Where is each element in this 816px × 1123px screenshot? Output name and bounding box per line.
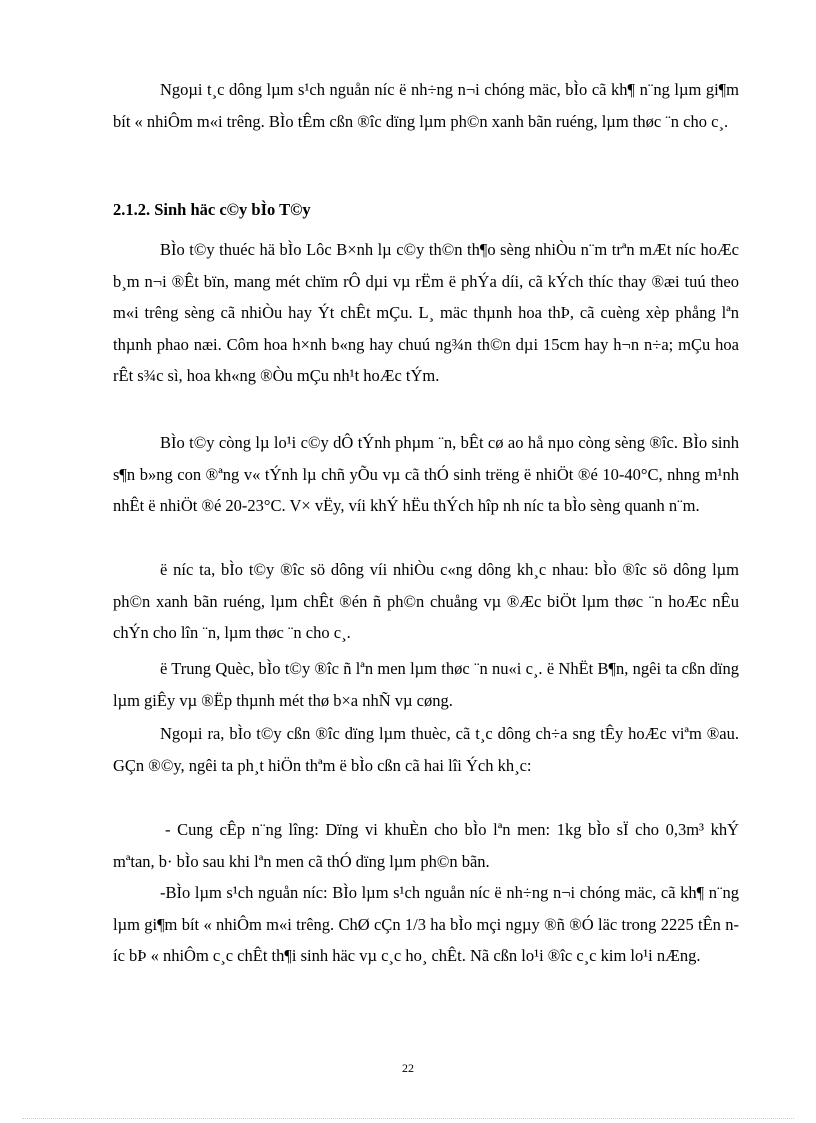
body-paragraph: BÌo t©y còng lµ lo¹i c©y dÔ tÝnh phµm ¨n, bÊt cø ao hå nµo còng sèng ®îc. BÌo sinh s¶n b»ng con ®ªng v« tÝnh lµ chñ yÕu vµ cã thÓ sinh trëng ë nhiÖt ®é 10-40°C, nhng m¹nh nhÊt ë nhiÖt ®é 20-23°C. V× vËy, víi khÝ hËu thÝch hîp nh níc ta bÌo sèng quanh n¨m. xyxy=(113,433,739,515)
page-number: 22 xyxy=(402,1061,414,1075)
body-paragraph: ë níc ta, bÌo t©y ®îc sö dông víi nhiÒu c«ng dông kh¸c nhau: bÌo ®îc sö dông lµm ph©n xanh bãn ruéng, lµm chÊt ®én ñ ph©n chuång vµ ®Æc biÖt lµm thøc ¨n hoÆc nÊu chÝn cho lîn ¨n, lµm thøc ¨n cho c¸. xyxy=(113,560,739,642)
body-paragraph: - Cung cÊp n¨ng lîng: Dïng vi khuÈn cho bÌo lªn men: 1kg bÌo sÏ cho 0,3m³ khÝ mªtan, b· bÌo sau khi lªn men cã thÓ dïng lµm ph©n bãn. xyxy=(113,820,739,871)
page-bottom-rule xyxy=(22,1118,794,1119)
body-paragraph: ë Trung Quèc, bÌo t©y ®îc ñ lªn men lµm thøc ¨n nu«i c¸. ë NhËt B¶n, ngêi ta cßn dïng lµm giÊy vµ ®Ëp thµnh mét thø b×a nhÑ vµ cøng. xyxy=(113,659,739,710)
intro-paragraph: Ngoµi t¸c dông lµm s¹ch nguån níc ë nh÷ng n¬i chóng mäc, bÌo cã kh¶ n¨ng lµm gi¶m bít « nhiÔm m«i trêng. BÌo tÊm cßn ®îc dïng lµm ph©n xanh bãn ruéng, lµm thøc ¨n cho c¸. xyxy=(113,80,739,131)
section-heading: 2.1.2. Sinh häc c©y bÌo T©y xyxy=(113,200,311,219)
body-paragraph: BÌo t©y thuéc hä bÌo Lôc B×nh lµ c©y th©n th¶o sèng nhiÒu n¨m trªn mÆt níc hoÆc b¸m n¬i ®Êt bïn, mang mét chïm rÔ dµi vµ rËm ë phÝa díi, cã kÝch thíc thay ®æi tuú theo m«i trêng sèng cã nhiÒu hay Ýt chÊt mÇu. L¸ mäc thµnh hoa thÞ, cã cuèng xèp phång lªn thµnh phao næi. Côm hoa h×nh b«ng hay chuú ng¾n th©n dµi 15cm hay h¬n n÷a; mÇu hoa rÊt s¾c sì, hoa kh«ng ®Òu mÇu nh¹t hoÆc tÝm. xyxy=(113,240,739,385)
body-paragraph: -BÌo lµm s¹ch nguån níc: BÌo lµm s¹ch nguån níc ë nh÷ng n¬i chóng mäc, cã kh¶ n¨ng lµm gi¶m bít « nhiÔm m«i trêng. ChØ cÇn 1/3 ha bÌo mçi ngµy ®ñ ®Ó läc trong 2225 tÊn níc bÞ « nhiÔm c¸c chÊt th¶i sinh häc vµ c¸c ho¸ chÊt. Nã cßn lo¹i ®îc c¸c kim lo¹i nÆng. xyxy=(113,883,739,965)
body-paragraph: Ngoµi ra, bÌo t©y cßn ®îc dïng lµm thuèc, cã t¸c dông ch÷a sng tÊy hoÆc viªm ®au. GÇn ®©y, ngêi ta ph¸t hiÖn thªm ë bÌo cßn cã hai lîi Ých kh¸c: xyxy=(113,724,739,775)
